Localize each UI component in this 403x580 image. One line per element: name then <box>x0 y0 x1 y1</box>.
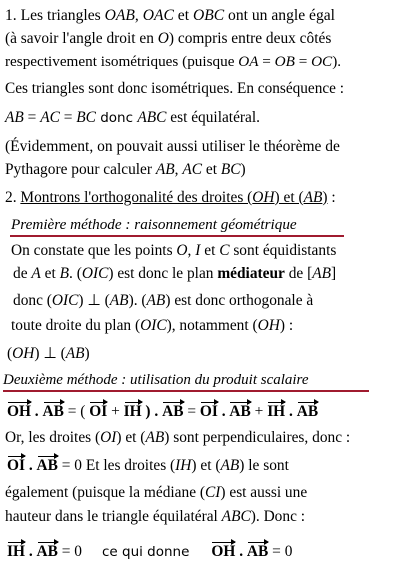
math-var: OBC <box>192 7 225 24</box>
math-var: O <box>157 30 169 47</box>
vector: IH <box>267 403 286 420</box>
text: ) : <box>279 317 294 334</box>
vector: IH <box>7 543 25 560</box>
operator: + <box>250 403 268 420</box>
text: : <box>327 189 336 206</box>
math-var: AB <box>220 457 240 474</box>
math-var: ABC <box>221 508 251 525</box>
text: ) et ( <box>274 189 304 206</box>
math-var: BC <box>220 161 241 178</box>
text: ) le sont <box>239 457 289 474</box>
text: On constate que les points <box>11 242 177 259</box>
method-2-title: Deuxième méthode : utilisation du produit scalaire <box>3 372 309 388</box>
text: Montrons l'orthogonalité des droites ( <box>20 189 253 206</box>
text: de <box>13 265 32 282</box>
math-var: AB <box>65 345 85 362</box>
method-1-title: Première méthode : raisonnement géométrique <box>11 216 297 233</box>
m2-line-3 <box>7 456 289 476</box>
operator: + <box>107 403 124 420</box>
text: et <box>173 7 193 24</box>
text: Pythagore pour calculer <box>5 161 156 178</box>
m1-line-5 <box>7 344 90 364</box>
text: ) ⊥ ( <box>34 345 66 362</box>
method-1-underline <box>10 235 344 237</box>
text: Or, les droites ( <box>5 429 101 446</box>
m1-line-4 <box>11 316 293 336</box>
math-var: OB <box>274 53 295 70</box>
operator: = <box>183 403 200 420</box>
vector: OI <box>89 403 108 420</box>
text: ont un angle égal <box>224 7 336 24</box>
vector: AB <box>246 543 269 560</box>
p1-line-1 <box>5 6 335 26</box>
math-var: AB <box>155 161 175 178</box>
math-var: AB <box>145 429 165 446</box>
vector: AB <box>36 543 58 560</box>
operator: . <box>24 543 37 560</box>
text: = 0 <box>268 543 293 560</box>
text: ). Donc : <box>250 508 306 525</box>
math-var: OIC <box>51 292 79 309</box>
m2-line-4 <box>5 483 307 503</box>
text: ] <box>331 265 337 282</box>
section-2-heading <box>5 188 336 208</box>
math-var: OH <box>257 317 280 334</box>
text: ) <box>322 189 328 206</box>
text: également (puisque la médiane ( <box>5 484 205 501</box>
operator: . <box>235 543 247 560</box>
text: ) compris entre deux côtés <box>168 30 332 47</box>
math-var: AB <box>5 109 24 126</box>
text: toute droite du plan ( <box>11 317 141 334</box>
vector: AB <box>229 403 251 420</box>
m2-line-5 <box>5 507 305 527</box>
text: et <box>200 242 220 259</box>
p1-line-5 <box>5 108 260 128</box>
math-var: O <box>176 242 188 259</box>
math-var: ABC <box>137 109 167 126</box>
text: = <box>59 109 77 126</box>
text: ce qui donne <box>101 544 190 560</box>
text: sont équidistants <box>229 242 337 259</box>
operator: . <box>24 457 37 474</box>
vector: OI <box>199 403 218 420</box>
section-number: 2. <box>5 189 21 206</box>
vector: OI <box>7 457 25 474</box>
text: ) <box>84 345 90 362</box>
m2-line-2 <box>5 428 350 448</box>
text: . ( <box>69 265 82 282</box>
text: , <box>187 242 196 259</box>
math-var: OI <box>100 429 117 446</box>
m1-line-3 <box>13 291 313 311</box>
math-var: AB <box>303 189 323 206</box>
operator: . <box>30 403 43 420</box>
text: de [ <box>284 265 313 282</box>
text: et <box>202 161 221 178</box>
p1-line-2 <box>5 29 331 49</box>
text: ) ⊥ ( <box>78 292 110 309</box>
math-var: BC <box>76 109 96 126</box>
math-var: AC <box>40 109 60 126</box>
math-var: AB <box>109 292 129 309</box>
operator: . <box>285 403 297 420</box>
m1-line-1 <box>11 241 336 261</box>
operator: = ( <box>63 403 90 420</box>
vector: AB <box>296 403 319 420</box>
text: ) et ( <box>191 457 221 474</box>
m2-line-6 <box>7 542 292 562</box>
operator: . <box>217 403 230 420</box>
text: ). ( <box>128 292 147 309</box>
vector: OH <box>7 403 31 420</box>
text: respectivement isométriques (puisque <box>5 53 239 70</box>
text: = 0 Et les droites ( <box>57 457 176 474</box>
math-var: AC <box>182 161 203 178</box>
vector: AB <box>42 403 64 420</box>
vector: AB <box>162 403 184 420</box>
p1-line-7 <box>5 160 246 180</box>
math-var: CI <box>205 484 221 501</box>
text: donc ( <box>13 292 52 309</box>
text: ), notamment ( <box>166 317 258 334</box>
m1-line-2 <box>13 264 336 284</box>
math-var: OIC <box>140 317 167 334</box>
vector: AB <box>36 457 58 474</box>
math-var: C <box>219 242 230 259</box>
math-var: B <box>59 265 69 282</box>
text: ) et ( <box>116 429 146 446</box>
math-var: I <box>195 242 201 259</box>
text: , <box>174 161 183 178</box>
math-var: AB <box>146 292 166 309</box>
vector: IH <box>123 403 142 420</box>
p1-line-6: (Évidemment, on pouvait aussi utiliser le théorème de <box>5 138 340 155</box>
m2-equation-1 <box>7 402 318 422</box>
math-var: OH <box>12 345 35 362</box>
text: = <box>23 109 41 126</box>
math-var: OA <box>238 53 259 70</box>
text: et <box>40 265 60 282</box>
method-2-underline <box>3 390 369 392</box>
math-var: A <box>31 265 41 282</box>
math-var: OC <box>311 53 333 70</box>
text: = 0 <box>57 543 82 560</box>
text: = <box>294 53 312 70</box>
p1-line-4: Ces triangles sont donc isométriques. En conséquence : <box>5 80 345 97</box>
text: ) <box>240 161 246 178</box>
operator: ) . <box>141 403 163 420</box>
text: ) est donc orthogonale à <box>165 292 314 309</box>
section-title <box>20 189 327 206</box>
text: (à savoir l'angle droit en <box>5 30 158 47</box>
text: hauteur dans le triangle équilatéral <box>5 508 222 525</box>
math-var: AB <box>312 265 332 282</box>
text: , <box>134 7 143 24</box>
math-var: OIC <box>81 265 109 282</box>
math-var: IH <box>175 457 192 474</box>
math-var: OAB <box>104 7 135 24</box>
bold-term: médiateur <box>217 265 285 282</box>
text: ) est donc le plan <box>108 265 218 282</box>
text: ) est aussi une <box>220 484 308 501</box>
vector: OH <box>211 543 236 560</box>
math-var: OAC <box>142 7 174 24</box>
text: ( <box>7 345 13 362</box>
text: 1. Les triangles <box>5 7 105 24</box>
text: ). <box>332 53 342 70</box>
text: = <box>258 53 275 70</box>
text: ) sont perpendiculaires, donc : <box>164 429 351 446</box>
text: donc <box>95 110 138 126</box>
p1-line-3 <box>5 52 341 72</box>
math-var: OH <box>252 189 275 206</box>
text: est équilatéral. <box>166 109 260 126</box>
